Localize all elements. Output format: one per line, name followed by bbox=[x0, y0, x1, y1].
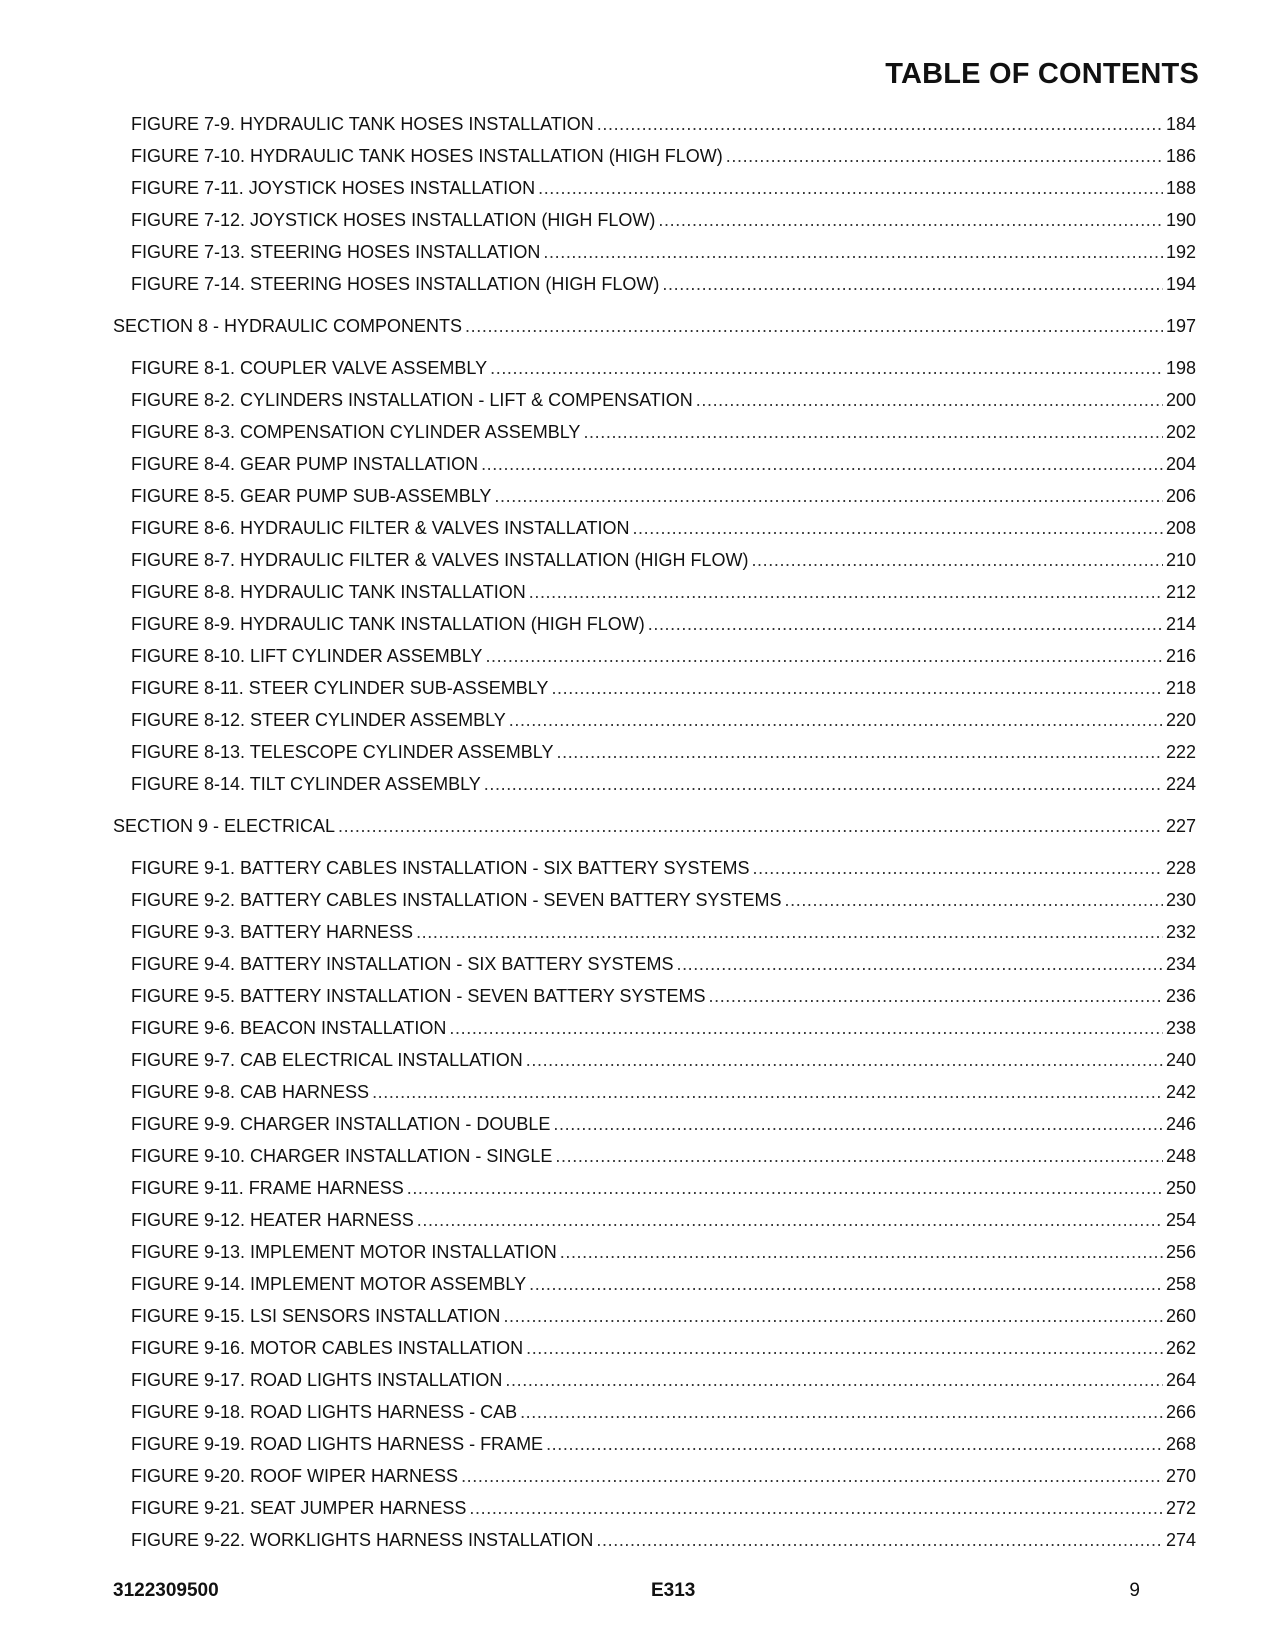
toc-figure-entry[interactable] bbox=[131, 576, 1196, 608]
toc-entry-page: 272 bbox=[1165, 1498, 1196, 1518]
dot-leader bbox=[676, 948, 1162, 980]
toc-entry-page: 192 bbox=[1165, 242, 1196, 262]
toc-entry-label: FIGURE 8-12. STEER CYLINDER ASSEMBLY bbox=[131, 710, 506, 730]
toc-entry-page: 198 bbox=[1165, 358, 1196, 378]
toc-entry-label: FIGURE 9-20. ROOF WIPER HARNESS bbox=[131, 1466, 459, 1486]
toc-figure-entry[interactable] bbox=[131, 268, 1196, 300]
dot-leader bbox=[753, 852, 1163, 884]
toc-figure-entry[interactable] bbox=[131, 1428, 1196, 1460]
toc-figure-entry[interactable] bbox=[131, 1012, 1196, 1044]
dot-leader bbox=[529, 1268, 1163, 1300]
toc-figure-entry[interactable] bbox=[131, 1332, 1196, 1364]
toc-entry-page: 228 bbox=[1165, 858, 1196, 878]
toc-entry-label: FIGURE 9-8. CAB HARNESS bbox=[131, 1082, 370, 1102]
toc-entry-page: 234 bbox=[1165, 954, 1196, 974]
toc-entry-page: 254 bbox=[1165, 1210, 1196, 1230]
toc-entry-label: FIGURE 8-5. GEAR PUMP SUB-ASSEMBLY bbox=[131, 486, 492, 506]
toc-entry-page: 206 bbox=[1165, 486, 1196, 506]
toc-entry-label: FIGURE 7-13. STEERING HOSES INSTALLATION bbox=[131, 242, 541, 262]
toc-entry-page: 242 bbox=[1165, 1082, 1196, 1102]
dot-leader bbox=[494, 480, 1163, 512]
toc-entry-label: FIGURE 8-14. TILT CYLINDER ASSEMBLY bbox=[131, 774, 481, 794]
dot-leader bbox=[417, 1204, 1163, 1236]
toc-entry-label: FIGURE 7-11. JOYSTICK HOSES INSTALLATION bbox=[131, 178, 536, 198]
dot-leader bbox=[509, 704, 1163, 736]
toc-figure-entry[interactable] bbox=[131, 1268, 1196, 1300]
toc-entry-label: FIGURE 8-2. CYLINDERS INSTALLATION - LIFT & COMPENSATION bbox=[131, 390, 693, 410]
toc-figure-entry[interactable] bbox=[131, 236, 1196, 268]
toc-entry-page: 230 bbox=[1165, 890, 1196, 910]
toc-figure-entry[interactable] bbox=[131, 1396, 1196, 1428]
dot-leader bbox=[632, 512, 1163, 544]
dot-leader bbox=[503, 1300, 1163, 1332]
toc-entry-page: 197 bbox=[1165, 316, 1196, 336]
toc-entry-label: FIGURE 9-17. ROAD LIGHTS INSTALLATION bbox=[131, 1370, 503, 1390]
toc-figure-entry[interactable] bbox=[131, 1108, 1196, 1140]
dot-leader bbox=[505, 1364, 1163, 1396]
toc-entry-page: 238 bbox=[1165, 1018, 1196, 1038]
toc-entry-page: 256 bbox=[1165, 1242, 1196, 1262]
toc-entry-page: 186 bbox=[1165, 146, 1196, 166]
toc-entry-label: FIGURE 9-16. MOTOR CABLES INSTALLATION bbox=[131, 1338, 524, 1358]
dot-leader bbox=[338, 810, 1163, 842]
toc-figure-entry[interactable] bbox=[131, 1140, 1196, 1172]
toc-entry-page: 236 bbox=[1165, 986, 1196, 1006]
toc-figure-entry[interactable] bbox=[131, 1044, 1196, 1076]
toc-figure-entry[interactable] bbox=[131, 1364, 1196, 1396]
toc-figure-entry[interactable] bbox=[131, 544, 1196, 576]
page-title: TABLE OF CONTENTS bbox=[885, 58, 1199, 90]
dot-leader bbox=[546, 1428, 1163, 1460]
toc-entry-label: FIGURE 7-9. HYDRAULIC TANK HOSES INSTALLATION bbox=[131, 114, 594, 134]
toc-entry-page: 268 bbox=[1165, 1434, 1196, 1454]
toc-section-entry[interactable] bbox=[113, 810, 1196, 842]
dot-leader bbox=[726, 140, 1163, 172]
toc-entry-label: FIGURE 7-12. JOYSTICK HOSES INSTALLATION (HIGH FLOW) bbox=[131, 210, 656, 230]
dot-leader bbox=[526, 1332, 1163, 1364]
dot-leader bbox=[407, 1172, 1163, 1204]
dot-leader bbox=[596, 1524, 1163, 1556]
toc-entry-label: FIGURE 8-4. GEAR PUMP INSTALLATION bbox=[131, 454, 479, 474]
toc-entry-page: 274 bbox=[1165, 1530, 1196, 1550]
dot-leader bbox=[416, 916, 1163, 948]
toc-section-entry[interactable] bbox=[113, 310, 1196, 342]
dot-leader bbox=[465, 310, 1163, 342]
dot-leader bbox=[481, 448, 1163, 480]
toc-entry-label: FIGURE 9-2. BATTERY CABLES INSTALLATION - SEVEN BATTERY SYSTEMS bbox=[131, 890, 782, 910]
toc-entry-label: FIGURE 8-13. TELESCOPE CYLINDER ASSEMBLY bbox=[131, 742, 554, 762]
toc-figure-entry[interactable] bbox=[131, 608, 1196, 640]
dot-leader bbox=[555, 1140, 1163, 1172]
dot-leader bbox=[461, 1460, 1163, 1492]
toc-entry-label: SECTION 9 - ELECTRICAL bbox=[113, 816, 336, 836]
toc-figure-entry[interactable] bbox=[131, 140, 1196, 172]
toc-entry-label: FIGURE 8-1. COUPLER VALVE ASSEMBLY bbox=[131, 358, 488, 378]
footer-doc-number: 3122309500 bbox=[113, 1580, 219, 1601]
toc-entry-page: 214 bbox=[1165, 614, 1196, 634]
toc-entry-page: 240 bbox=[1165, 1050, 1196, 1070]
toc-entry-label: FIGURE 7-14. STEERING HOSES INSTALLATION (HIGH FLOW) bbox=[131, 274, 660, 294]
toc-entry-label: FIGURE 9-12. HEATER HARNESS bbox=[131, 1210, 414, 1230]
toc-entry-page: 210 bbox=[1165, 550, 1196, 570]
toc-figure-entry[interactable] bbox=[131, 384, 1196, 416]
toc-figure-entry[interactable] bbox=[131, 852, 1196, 884]
toc-figure-entry[interactable] bbox=[131, 448, 1196, 480]
dot-leader bbox=[696, 384, 1163, 416]
toc-entry-page: 202 bbox=[1165, 422, 1196, 442]
toc-entry-page: 246 bbox=[1165, 1114, 1196, 1134]
toc-entry-label: FIGURE 9-13. IMPLEMENT MOTOR INSTALLATION bbox=[131, 1242, 557, 1262]
toc-entry-page: 194 bbox=[1165, 274, 1196, 294]
toc-figure-entry[interactable] bbox=[131, 204, 1196, 236]
toc-entry-label: FIGURE 9-4. BATTERY INSTALLATION - SIX BATTERY SYSTEMS bbox=[131, 954, 674, 974]
dot-leader bbox=[708, 980, 1162, 1012]
dot-leader bbox=[520, 1396, 1163, 1428]
dot-leader bbox=[662, 268, 1163, 300]
toc-entry-label: FIGURE 8-6. HYDRAULIC FILTER & VALVES INSTALLATION bbox=[131, 518, 630, 538]
dot-leader bbox=[449, 1012, 1163, 1044]
toc-entry-page: 264 bbox=[1165, 1370, 1196, 1390]
toc-figure-entry[interactable] bbox=[131, 1300, 1196, 1332]
dot-leader bbox=[556, 736, 1162, 768]
dot-leader bbox=[529, 576, 1163, 608]
toc-entry-page: 216 bbox=[1165, 646, 1196, 666]
dot-leader bbox=[538, 172, 1163, 204]
toc-figure-entry[interactable] bbox=[131, 1460, 1196, 1492]
toc-figure-entry[interactable] bbox=[131, 512, 1196, 544]
toc-entry-page: 222 bbox=[1165, 742, 1196, 762]
toc-entry-label: FIGURE 9-22. WORKLIGHTS HARNESS INSTALLATION bbox=[131, 1530, 594, 1550]
toc-entry-page: 262 bbox=[1165, 1338, 1196, 1358]
dot-leader bbox=[490, 352, 1163, 384]
dot-leader bbox=[785, 884, 1163, 916]
dot-leader bbox=[551, 672, 1163, 704]
toc-figure-entry[interactable] bbox=[131, 704, 1196, 736]
toc-entry-label: FIGURE 8-11. STEER CYLINDER SUB-ASSEMBLY bbox=[131, 678, 549, 698]
toc-entry-label: FIGURE 8-3. COMPENSATION CYLINDER ASSEMBLY bbox=[131, 422, 581, 442]
toc-list bbox=[0, 108, 1275, 1556]
toc-entry-page: 204 bbox=[1165, 454, 1196, 474]
toc-entry-label: FIGURE 9-14. IMPLEMENT MOTOR ASSEMBLY bbox=[131, 1274, 527, 1294]
toc-entry-page: 184 bbox=[1165, 114, 1196, 134]
toc-figure-entry[interactable] bbox=[131, 1076, 1196, 1108]
toc-entry-label: FIGURE 8-7. HYDRAULIC FILTER & VALVES INSTALLATION (HIGH FLOW) bbox=[131, 550, 749, 570]
dot-leader bbox=[597, 108, 1163, 140]
toc-entry-label: FIGURE 8-9. HYDRAULIC TANK INSTALLATION (HIGH FLOW) bbox=[131, 614, 645, 634]
toc-entry-label: FIGURE 9-1. BATTERY CABLES INSTALLATION - SIX BATTERY SYSTEMS bbox=[131, 858, 750, 878]
toc-entry-label: FIGURE 9-11. FRAME HARNESS bbox=[131, 1178, 404, 1198]
toc-figure-entry[interactable] bbox=[131, 980, 1196, 1012]
footer-model: E313 bbox=[651, 1580, 696, 1601]
toc-entry-page: 260 bbox=[1165, 1306, 1196, 1326]
toc-entry-label: FIGURE 9-5. BATTERY INSTALLATION - SEVEN BATTERY SYSTEMS bbox=[131, 986, 706, 1006]
toc-entry-page: 258 bbox=[1165, 1274, 1196, 1294]
toc-entry-page: 224 bbox=[1165, 774, 1196, 794]
dot-leader bbox=[485, 640, 1163, 672]
toc-entry-page: 218 bbox=[1165, 678, 1196, 698]
dot-leader bbox=[583, 416, 1163, 448]
toc-figure-entry[interactable] bbox=[131, 884, 1196, 916]
toc-figure-entry[interactable] bbox=[131, 352, 1196, 384]
dot-leader bbox=[648, 608, 1163, 640]
toc-entry-label: FIGURE 7-10. HYDRAULIC TANK HOSES INSTALLATION (HIGH FLOW) bbox=[131, 146, 723, 166]
toc-entry-page: 220 bbox=[1165, 710, 1196, 730]
dot-leader bbox=[372, 1076, 1163, 1108]
toc-entry-label: FIGURE 9-9. CHARGER INSTALLATION - DOUBLE bbox=[131, 1114, 551, 1134]
toc-entry-label: FIGURE 8-10. LIFT CYLINDER ASSEMBLY bbox=[131, 646, 483, 666]
toc-entry-label: FIGURE 9-15. LSI SENSORS INSTALLATION bbox=[131, 1306, 501, 1326]
toc-figure-entry[interactable] bbox=[131, 1172, 1196, 1204]
toc-entry-label: FIGURE 9-21. SEAT JUMPER HARNESS bbox=[131, 1498, 467, 1518]
toc-entry-page: 266 bbox=[1165, 1402, 1196, 1422]
toc-figure-entry[interactable] bbox=[131, 736, 1196, 768]
dot-leader bbox=[560, 1236, 1163, 1268]
dot-leader bbox=[751, 544, 1163, 576]
toc-entry-label: FIGURE 9-19. ROAD LIGHTS HARNESS - FRAME bbox=[131, 1434, 544, 1454]
toc-entry-label: FIGURE 9-3. BATTERY HARNESS bbox=[131, 922, 414, 942]
toc-entry-label: FIGURE 9-10. CHARGER INSTALLATION - SINGLE bbox=[131, 1146, 553, 1166]
toc-figure-entry[interactable] bbox=[131, 672, 1196, 704]
toc-entry-page: 190 bbox=[1165, 210, 1196, 230]
toc-figure-entry[interactable] bbox=[131, 916, 1196, 948]
toc-figure-entry[interactable] bbox=[131, 108, 1196, 140]
dot-leader bbox=[484, 768, 1163, 800]
toc-entry-page: 248 bbox=[1165, 1146, 1196, 1166]
toc-entry-label: FIGURE 8-8. HYDRAULIC TANK INSTALLATION bbox=[131, 582, 526, 602]
toc-entry-page: 250 bbox=[1165, 1178, 1196, 1198]
toc-entry-label: SECTION 8 - HYDRAULIC COMPONENTS bbox=[113, 316, 463, 336]
toc-figure-entry[interactable] bbox=[131, 768, 1196, 800]
dot-leader bbox=[526, 1044, 1163, 1076]
toc-entry-label: FIGURE 9-7. CAB ELECTRICAL INSTALLATION bbox=[131, 1050, 523, 1070]
toc-figure-entry[interactable] bbox=[131, 172, 1196, 204]
toc-entry-page: 188 bbox=[1165, 178, 1196, 198]
toc-figure-entry[interactable] bbox=[131, 1204, 1196, 1236]
toc-figure-entry[interactable] bbox=[131, 416, 1196, 448]
toc-figure-entry[interactable] bbox=[131, 1524, 1196, 1556]
toc-entry-page: 232 bbox=[1165, 922, 1196, 942]
toc-figure-entry[interactable] bbox=[131, 640, 1196, 672]
toc-figure-entry[interactable] bbox=[131, 1492, 1196, 1524]
dot-leader bbox=[543, 236, 1163, 268]
dot-leader bbox=[469, 1492, 1163, 1524]
footer-page-number: 9 bbox=[1129, 1580, 1140, 1601]
toc-entry-page: 208 bbox=[1165, 518, 1196, 538]
dot-leader bbox=[658, 204, 1163, 236]
toc-figure-entry[interactable] bbox=[131, 948, 1196, 980]
toc-entry-page: 200 bbox=[1165, 390, 1196, 410]
toc-figure-entry[interactable] bbox=[131, 1236, 1196, 1268]
toc-figure-entry[interactable] bbox=[131, 480, 1196, 512]
toc-entry-page: 270 bbox=[1165, 1466, 1196, 1486]
toc-entry-page: 227 bbox=[1165, 816, 1196, 836]
toc-entry-label: FIGURE 9-6. BEACON INSTALLATION bbox=[131, 1018, 447, 1038]
dot-leader bbox=[553, 1108, 1163, 1140]
page-footer bbox=[113, 1580, 1140, 1612]
toc-entry-label: FIGURE 9-18. ROAD LIGHTS HARNESS - CAB bbox=[131, 1402, 518, 1422]
toc-entry-page: 212 bbox=[1165, 582, 1196, 602]
